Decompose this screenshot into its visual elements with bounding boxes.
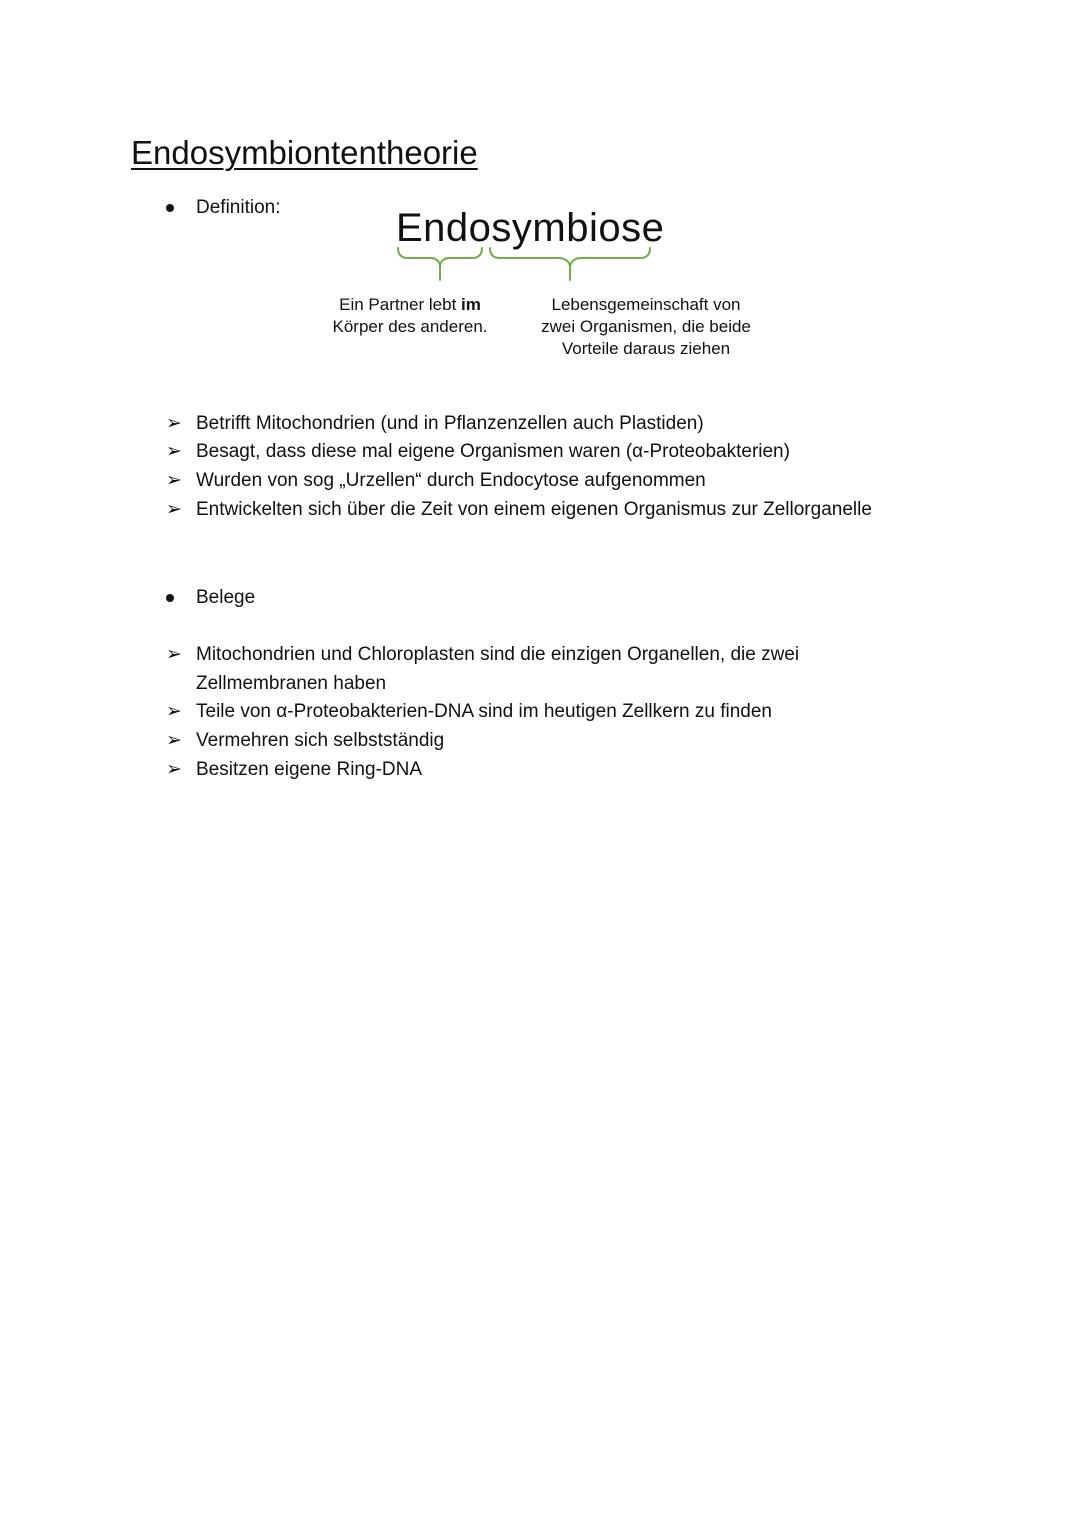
evidence-label: Belege: [196, 587, 256, 608]
curly-brace-icon: [390, 242, 655, 284]
brace-symbiose-icon: [490, 248, 650, 266]
definition-label: Definition:: [196, 197, 281, 218]
symbiose-caption: [516, 294, 776, 360]
endo-caption: [310, 294, 510, 338]
arrow-bullet-icon: ➢: [166, 441, 182, 462]
arrow-bullet-icon: ➢: [166, 413, 182, 434]
arrow-bullet-icon: ➢: [166, 644, 182, 665]
endo-caption-bold: im: [461, 295, 481, 314]
endo-caption-text: Ein Partner lebt: [339, 295, 462, 314]
symbiose-caption-line2: zwei Organismen, die beide: [541, 317, 751, 336]
arrow-bullet-icon: ➢: [166, 499, 182, 520]
symbiose-caption-line3: Vorteile daraus ziehen: [561, 339, 731, 358]
bullet-dot-icon: [166, 594, 174, 602]
page-title: Endosymbiontentheorie: [131, 134, 478, 171]
arrow-bullet-icon: ➢: [166, 730, 182, 751]
arrow-bullet-icon: ➢: [166, 701, 182, 722]
arrow-bullet-icon: ➢: [166, 470, 182, 491]
symbiose-caption-line1: Lebensgemeinschaft von: [551, 295, 741, 314]
arrow-bullet-icon: ➢: [166, 759, 182, 780]
endo-caption-line2: Körper des anderen.: [332, 317, 488, 336]
endosymbiose-word: Endosymbiose: [396, 206, 665, 250]
bullet-dot-icon: [166, 204, 174, 212]
brace-endo-icon: [398, 248, 482, 266]
